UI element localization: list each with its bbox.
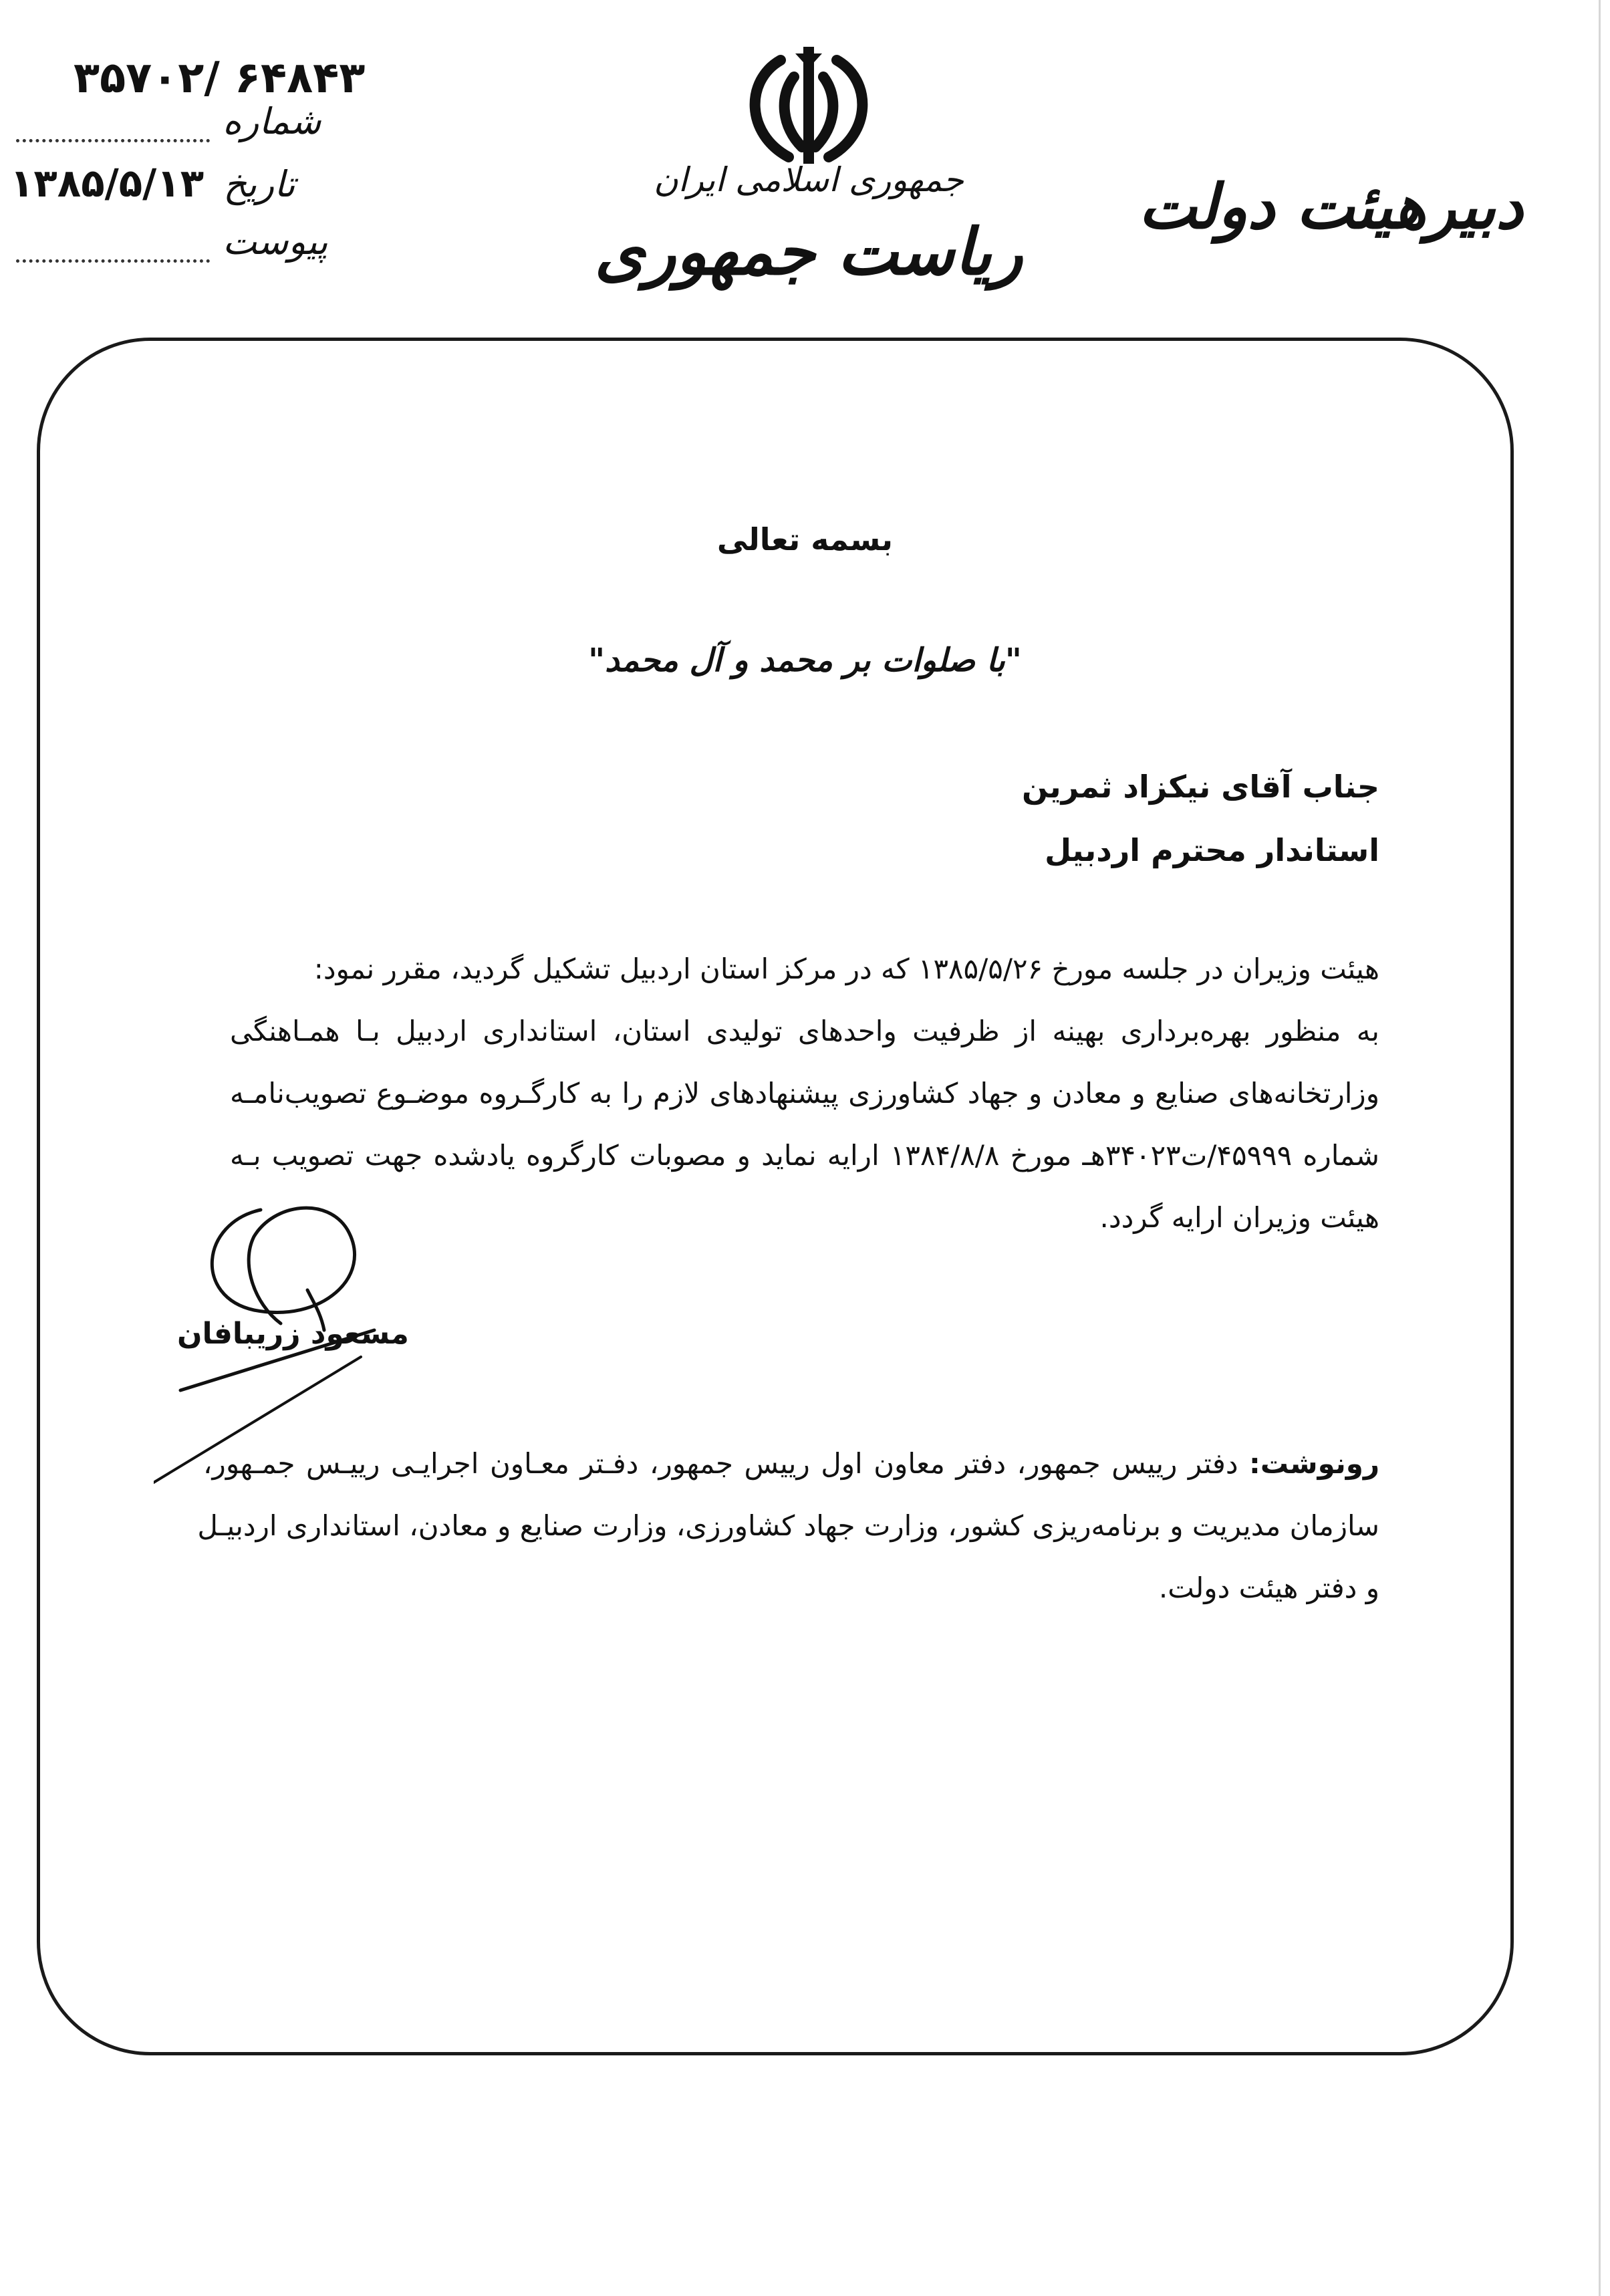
letter-number-row (74, 53, 365, 103)
attachment-dotted-line (16, 253, 210, 263)
attachment-row (7, 221, 328, 263)
body-line-1: هیئت وزیران در جلسه مورخ ۱۳۸۵/۵/۲۶ که در مرکز استان اردبیل تشکیل گردید، مقرر نمود: (313, 952, 1379, 985)
cabinet-secretariat-title: دبیرهیئت دولت (1138, 170, 1523, 243)
republic-title-small: جمهوری اسلامی ایران (654, 160, 964, 199)
cc-line-2: سازمان مدیریت و برنامه‌ریزی کشور، وزارت جهاد کشاورزی، وزارت صنایع و معادن، استانداری اردبیـل (197, 1509, 1379, 1542)
signer-name: مسعود زریبافان (177, 1317, 409, 1351)
body-line-3: وزارتخانه‌های صنایع و معادن و جهاد کشاورزی پیشنهادهای لازم را به کارگـروه موضـوع تصویب‌نامـه (230, 1077, 1379, 1110)
cc-label: رونوشت: (1249, 1447, 1379, 1480)
number-dotted-line (16, 132, 210, 142)
number-label: شماره (223, 100, 321, 142)
scan-edge-divider (1599, 0, 1601, 2296)
recipient-name: جناب آقای نیکزاد ثمرین (1022, 769, 1379, 805)
blessing-line: "با صلوات بر محمد و آل محمد" (588, 642, 1022, 679)
letter-date-row (10, 160, 295, 206)
cc-line-3: و دفتر هیئت دولت. (1158, 1571, 1379, 1604)
iran-emblem-icon (715, 40, 902, 174)
recipient-title: استاندار محترم اردبیل (1045, 832, 1379, 868)
salutation: بسمه تعالی (716, 521, 894, 557)
attachment-label: پیوست (223, 221, 328, 263)
cc-line-1 (203, 1447, 1379, 1480)
letter-number: ۳۵۷۰۲/ ۶۴۸۴۳ (74, 53, 366, 103)
letter-number-label-row (7, 100, 321, 142)
body-line-2: به منظور بهره‌برداری بهینه از ظرفیت واحدهای تولیدی استان، استانداری اردبیل بـا همـاهنگی (230, 1015, 1379, 1047)
cc-recipients-1: دفتر رییس جمهور، دفتر معاون اول رییس جمهور، دفـتر معـاون اجرایـی رییـس جمـهور، (203, 1447, 1238, 1480)
body-line-5: هیئت وزیران ارایه گردد. (1099, 1201, 1379, 1234)
presidency-title: ریاست جمهوری (594, 214, 1023, 289)
date-label: تاریخ (223, 163, 295, 205)
letter-date: ۱۳۸۵/۵/۱۳ (10, 160, 205, 206)
body-line-4: شماره ۴۵۹۹۹/ت۳۴۰۲۳هـ مورخ ۱۳۸۴/۸/۸ ارایه نماید و مصوبات کارگروه یادشده جهت تصویب بـه (230, 1139, 1379, 1172)
